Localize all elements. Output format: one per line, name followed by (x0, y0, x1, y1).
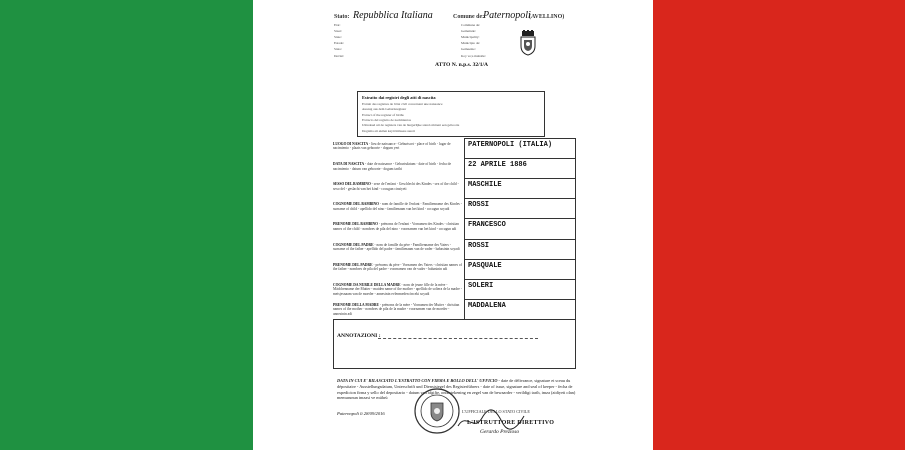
field-label-bold: PRENOME DEL BAMBINO (333, 222, 378, 227)
field-label-bold: LUOGO DI NASCITA (333, 142, 369, 146)
row-separator (464, 279, 576, 280)
field-label-bold: DATA DI NASCITA (333, 162, 365, 167)
field-value: ROSSI (468, 241, 490, 250)
field-label-bold: PRENOME DELLA MADRE (333, 302, 379, 307)
field-label-rest: - lieu de naissance - Geburtsort - place of birth - lugar de nacimiento - plaats van geboorte - dogum yeri (333, 142, 451, 151)
province: (AVELLINO) (529, 14, 565, 20)
field-value: SOLERI (468, 281, 494, 290)
annotazioni-line (378, 338, 538, 339)
row-separator (464, 259, 576, 260)
stamp-text: L'UFFICIALE DELLO STATO CIVILE (462, 409, 530, 414)
field-value: MASCHILE (468, 181, 502, 190)
field-label-bold: SESSO DEL BAMBINO (333, 182, 371, 187)
extract-line: Extract of the register of births (362, 112, 404, 117)
birth-certificate (253, 0, 653, 450)
row-separator (464, 198, 576, 199)
row-separator (464, 178, 576, 179)
comune-translation: Gemeinde: (461, 29, 476, 34)
field-value: FRANCESCO (468, 221, 506, 230)
field-label-rest: - nom de famille de l'enfant - Familienname des Kindes - surname of child - apellido del nino - familienaam van het kind - cocugun soyadi (333, 202, 462, 211)
field-label (333, 222, 463, 231)
field-value: MADDALENA (468, 301, 506, 310)
comune-translation: Koy ve;a mahalle: (461, 53, 486, 58)
officer-name: Gerardo Prezioso (480, 429, 520, 435)
field-label-rest: - sexe de l'enfant - Geschlecht des Kindes - sex of the child - sexo del - geslacht van het kind - cocugun cinsiyeti (333, 182, 459, 191)
row-separator (464, 138, 576, 139)
extract-line: Uittreksel uit de registers van de burgerlijke stand omtrent een geboorte (362, 123, 460, 128)
extract-line: Extracto del registro de nacimientos (362, 117, 411, 122)
official-seal-icon (413, 387, 461, 435)
state-translation: State: (334, 35, 342, 40)
comune-value: Paternopoli (483, 10, 531, 21)
field-label (333, 182, 463, 191)
row-separator (464, 239, 576, 240)
comune-translation: Municipio de: (461, 41, 481, 46)
field-label-rest: - prénoms de l'enfant - Vornamen des Kindes - christian names of the child - nombres de pila del nino - voornamen van het kind - cocugun adi (333, 222, 459, 231)
table-divider (464, 138, 465, 319)
flag-green-band (0, 0, 253, 450)
state-translation: Devlet: (334, 53, 344, 58)
signature-scribble-icon (456, 408, 526, 434)
field-label-bold: COGNOME DA NUBILE DELLA MADRE (333, 282, 401, 287)
comune-crest-icon (519, 30, 537, 56)
row-separator (464, 299, 576, 300)
extract-line: Dogxma ait ekilen kayit hülasası sureti (362, 128, 415, 133)
comune-translation: Commune de: (461, 23, 481, 27)
comune-translation: Gemeente: (461, 47, 476, 52)
field-label-rest: - nom de famille du père - Familienname des Vaters - surname of the father - apellido del padre - familienaam van de vader - babasinin soyadi (333, 242, 460, 251)
extract-line: Auszug aus dem Geburtsregister (362, 107, 407, 112)
row-separator (464, 158, 576, 159)
state-translation: Etat: (334, 23, 341, 27)
issue-statement-bold: DATA IN CUI E' RILASCIATO L'ESTRATTO CON FIRMA E BOLLO DELL' UFFICIO (337, 378, 498, 383)
field-value: ROSSI (468, 201, 490, 210)
state-translation: Stato: (334, 47, 342, 52)
stato-label: Stato: (334, 14, 350, 20)
field-value: PASQUALE (468, 261, 502, 270)
state-translation: Staat: (334, 29, 342, 34)
field-label-bold: COGNOME DEL PADRE (333, 242, 374, 247)
state-translation: Estado: (334, 41, 345, 46)
annotazioni-box (333, 319, 576, 369)
row-separator (464, 218, 576, 219)
comune-label: Comune de: (453, 14, 485, 20)
table-right-edge (575, 138, 576, 319)
extract-box (357, 91, 545, 137)
field-label-bold: COGNOME DEL BAMBINO (333, 202, 379, 207)
field-label (333, 202, 463, 211)
field-label (333, 283, 463, 296)
flag-red-band (653, 0, 905, 450)
field-label (333, 303, 463, 316)
field-label (333, 243, 463, 252)
field-label (333, 162, 463, 171)
extract-line: Extrait des registres de l'état civil concernant une naissance (362, 102, 443, 106)
field-label-rest: - prénoms de la mère - Vornamen der Mutter - christian names of the mother - nombres de pila de la madre - voornamen van de moeder - annesinin adi (333, 302, 460, 316)
extract-title: Estratto dai registri degli atti di nascita (362, 95, 436, 100)
field-label (333, 263, 463, 272)
annotazioni-label: ANNOTAZIONI : (337, 333, 381, 339)
field-label-rest: - prénoms du père - Vornamen des Vaters - christian names of the father - nombres de pila del padre - voornamen van de vader - babasinin adi (333, 262, 462, 272)
issue-statement-rest: - date de délivrance, signature et sceau du dépositaire - Ausstellungsdatum, Unterschrift und Dienstsiegel des Registerführers - date of issue, signature and seal of keeper - fecha de expedicion firma y sello del depositario - datum van afgifte, ondertekening en zegel van de bewaarder - verildigi tarih, imza (aidiyeti olan) memurunun imzasi ve mührü (337, 378, 576, 401)
field-label (333, 142, 463, 151)
field-label-rest: - nom de jeune fille de la mère - Mädchenname der Mutter - maiden name of the mother - apellido de soltera de la madre - meisjesnaam van de moeder - annesinin evlenmeden önceki soyadi (333, 282, 462, 296)
place-date: Paternopoli li 28/09/2016 (337, 411, 385, 416)
comune-translation: Municipality: (461, 35, 480, 40)
field-value: 22 APRILE 1886 (468, 161, 527, 170)
atto-number: ATTO N. n.p.s. 32/1/A (435, 62, 489, 68)
field-label-bold: PRENOME DEL PADRE (333, 262, 373, 267)
field-label-rest: - date de naissance - Geburtsdatum - date of birth - fecha de nacimiento - datum van geboorte - dogum tarihi (333, 162, 452, 171)
officer-title: L'ISTRUTTORE DIRETTIVO (467, 420, 555, 426)
stato-value: Repubblica Italiana (353, 10, 433, 21)
field-value: PATERNOPOLI (ITALIA) (468, 141, 553, 149)
